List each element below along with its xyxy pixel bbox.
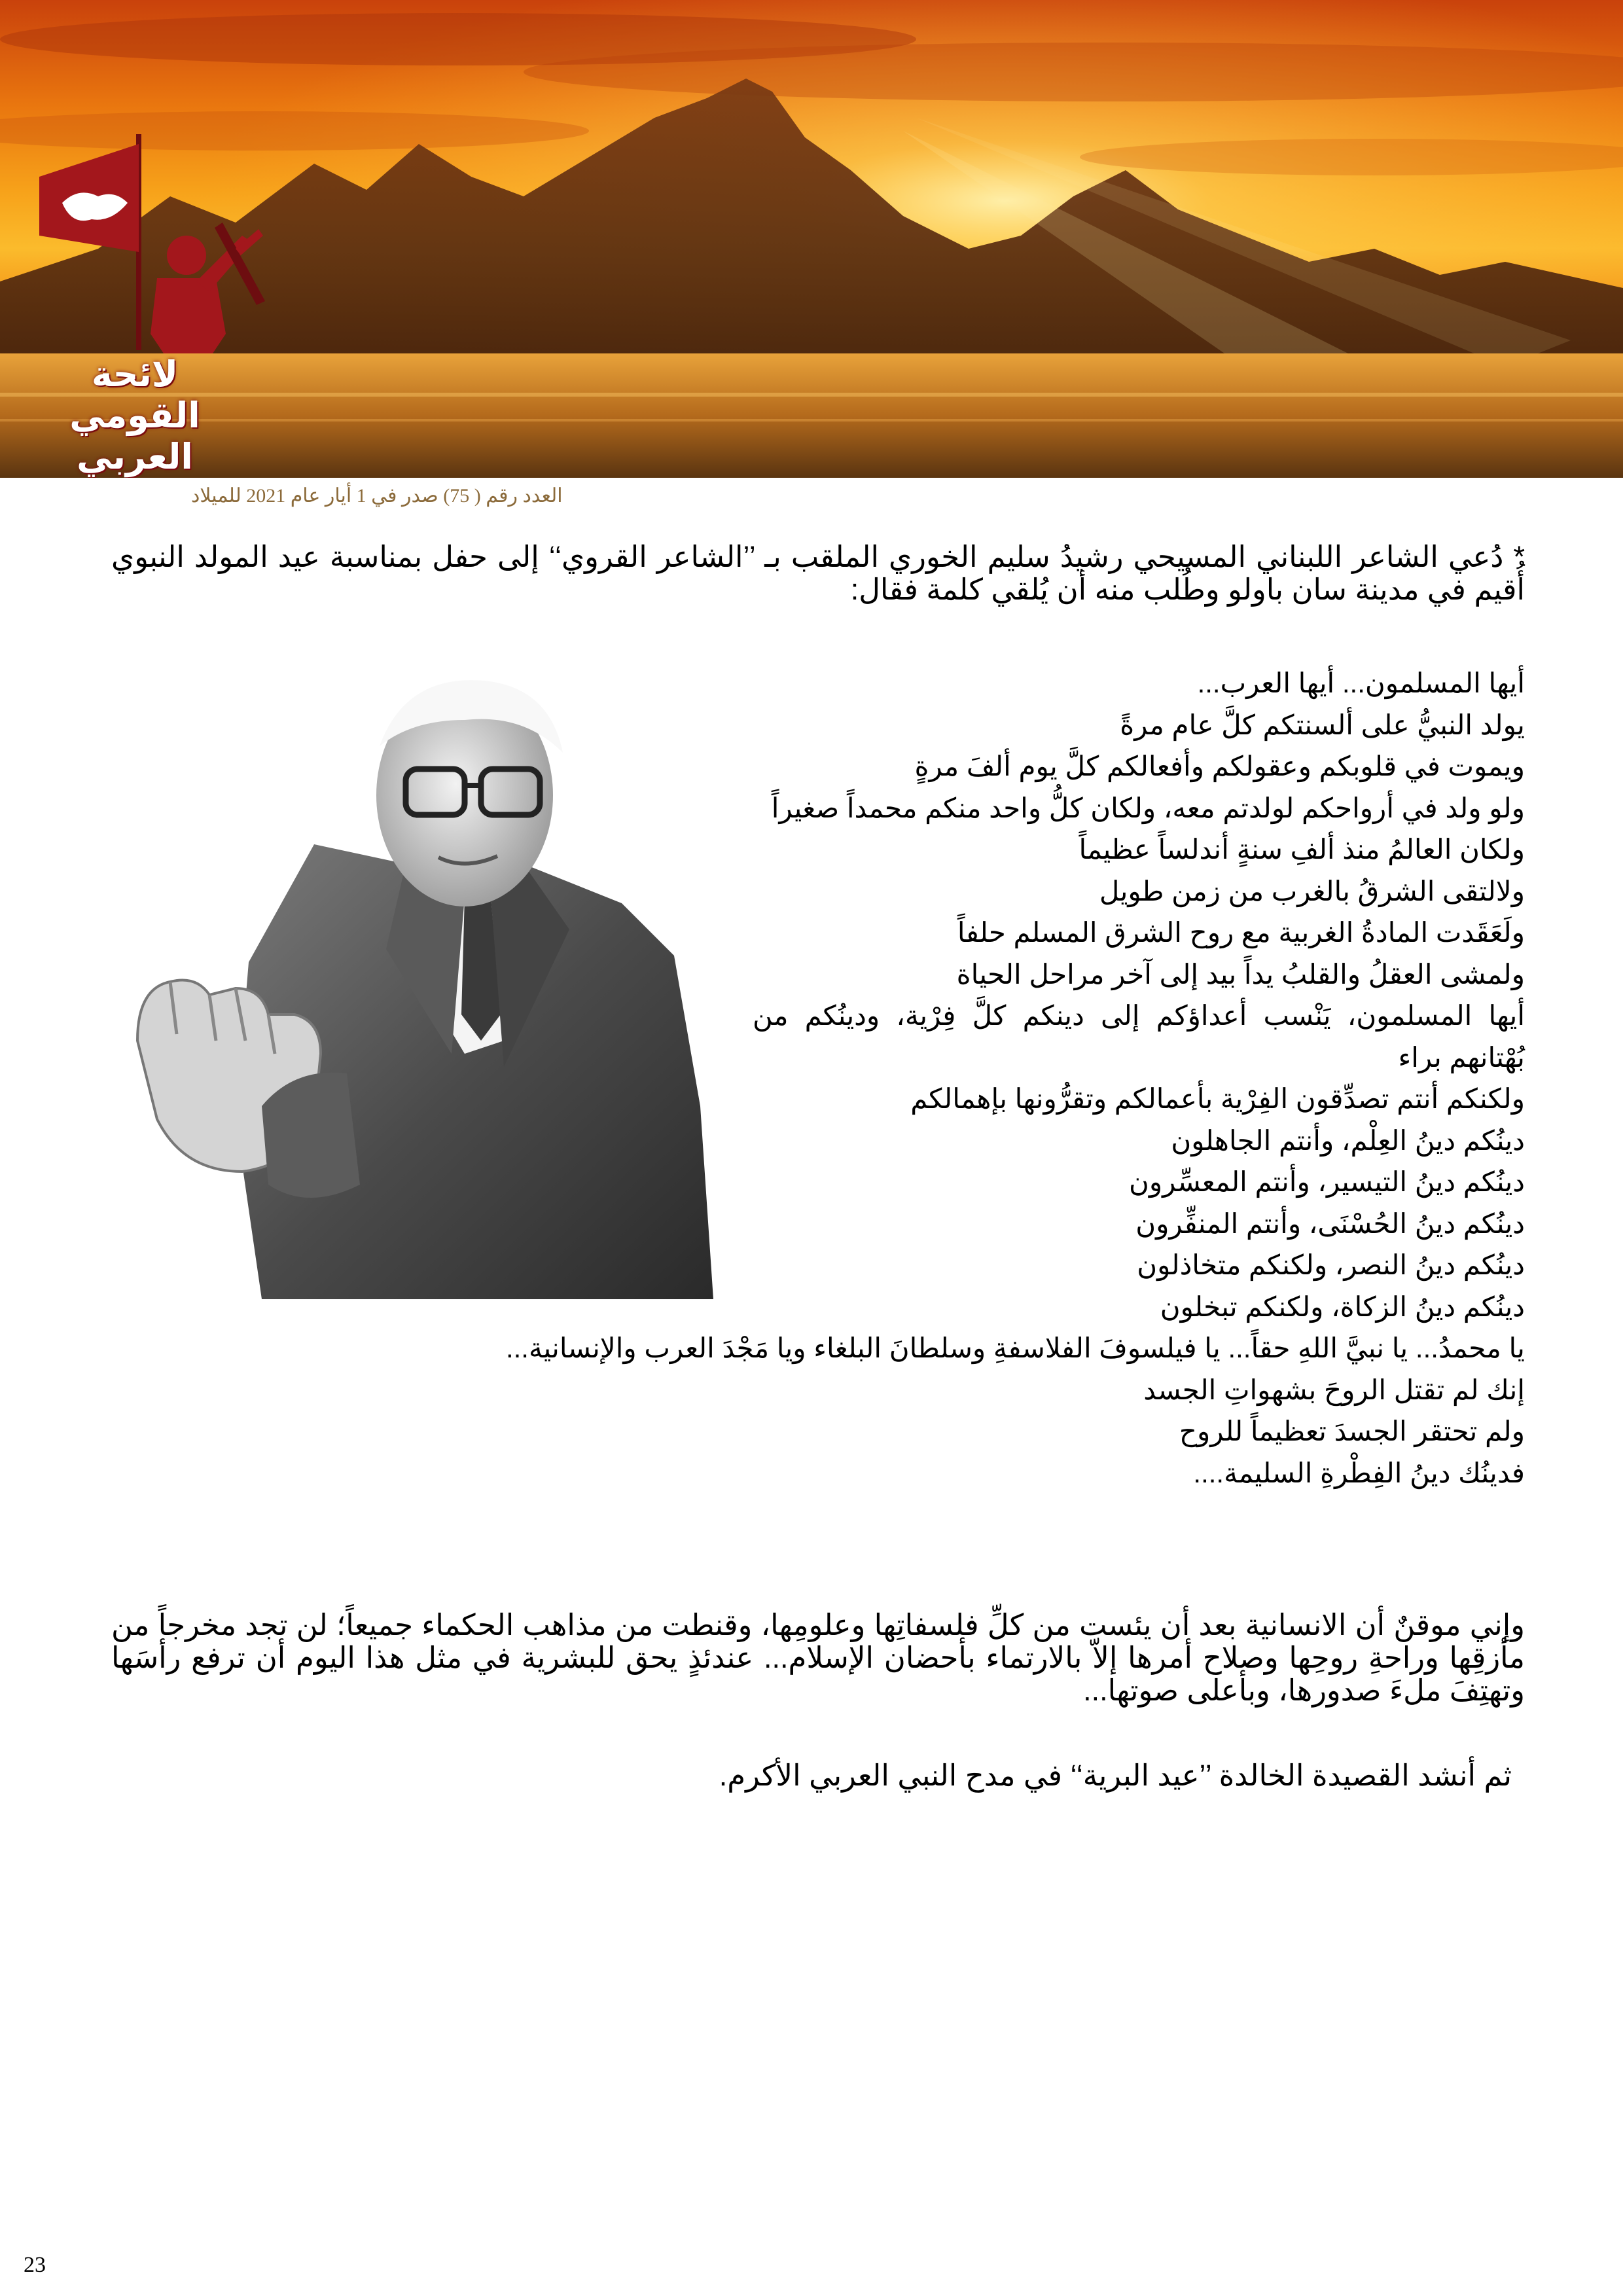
poem-line: ولكنكم أنتم تصدِّقون الفِرْية بأعمالكم وتقرُّونها بإهمالكم xyxy=(910,1083,1525,1114)
poem-line: دينُكم دينُ الحُسْنَى، وأنتم المنفِّرون xyxy=(1135,1208,1525,1239)
page-number: 23 xyxy=(24,2253,46,2277)
header-banner xyxy=(0,0,1623,478)
closing-paragraph: وإني موقنٌ أن الانسانية بعد أن يئست من كلِّ فلسفاتِها وعلومِها، وقنطت من مذاهب الحكماء جميعاً؛ لن تجد مخرجاً من مأزقِها وراحةِ روحِها وصلاح أمرها إلاّ بالارتماء بأحضان الإسلام... عندئذٍ يحق للبشرية في مثل هذا اليوم أن ترفع رأسَها وتهتِفَ ملءَ صدورها، وبأعلى صوتها... xyxy=(111,1608,1525,1707)
poem-line: إنك لم تقتل الروحَ بشهواتِ الجسد xyxy=(1143,1374,1525,1405)
poem-line: يولد النبيُّ على ألسنتكم كلَّ عام مرةً xyxy=(1120,709,1525,740)
poem-line: ولم تحتقر الجسدَ تعظيماً للروح xyxy=(1179,1416,1525,1446)
issue-info: العدد رقم ( 75) صدر في 1 أيار عام 2021 للميلاد xyxy=(191,485,563,507)
poem-line: يا محمدُ... يا نبيَّ اللهِ حقاً... يا فيلسوفَ الفلاسفةِ وسلطانَ البلغاء ويا مَجْدَ العرب والإنسانية... xyxy=(505,1333,1525,1363)
poem-line: فدينُك دينُ الفِطْرةِ السليمة.... xyxy=(1193,1457,1525,1488)
poem-line: ولالتقى الشرقُ بالغرب من زمن طويل xyxy=(1099,875,1525,906)
poem-line: ولو ولد في أرواحكم لولدتم معه، ولكان كلُّ واحد منكم محمداً صغيراً xyxy=(771,792,1525,823)
portrait-photo xyxy=(98,648,736,1299)
poem-line: ويموت في قلوبكم وعقولكم وأفعالكم كلَّ يوم ألفَ مرةٍ xyxy=(914,751,1525,781)
poem-line: دينُكم دينُ النصر، ولكنكم متخاذلون xyxy=(1137,1249,1525,1280)
poem-line: دينُكم دينُ الزكاة، ولكنكم تبخلون xyxy=(1160,1291,1525,1322)
poem-line: دينُكم دينُ التيسير، وأنتم المعسِّرون xyxy=(1129,1166,1525,1197)
poem-line: ولكان العالمُ منذ ألفِ سنةٍ أندلساً عظيماً xyxy=(1079,834,1525,865)
poem-line: دينُكم دينُ العِلْم، وأنتم الجاهلون xyxy=(1171,1124,1525,1156)
poem-line: أيها المسلمون، يَنْسب أعداؤكم إلى دينكم كلَّ فِرْية، ودينُكم من بُهْتانهم براء xyxy=(753,1000,1525,1073)
poem-line: ولمشى العقلُ والقلبُ يداً بيد إلى آخر مراحل الحياة xyxy=(956,958,1525,990)
poem-line: أيها المسلمون... أيها العرب... xyxy=(1197,668,1525,698)
final-sentence: ثم أنشد القصيدة الخالدة ’’عيد البرية‘‘ في مدح النبي العربي الأكرم. xyxy=(719,1759,1512,1792)
poem-block xyxy=(505,662,1525,1494)
logo-text: لائحة القومي العربي xyxy=(69,353,200,477)
poem-line: ولَعَقَدت المادةُ الغربية مع روح الشرق المسلم حلفاً xyxy=(957,917,1525,948)
intro-paragraph: * دُعي الشاعر اللبناني المسيحي رشيدُ سليم الخوري الملقب بـ ’’الشاعر القروي‘‘ إلى حفل بمناسبة عيد المولد النبوي أُقيم في مدينة سان باولو وطُلب منه أن يُلقي كلمة فقال: xyxy=(111,540,1525,606)
